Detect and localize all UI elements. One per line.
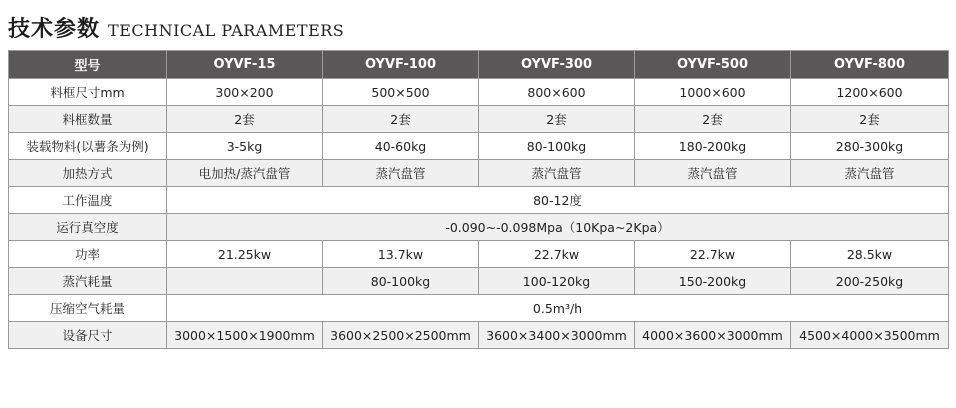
table-cell: 800×600 (479, 79, 635, 106)
table-cell-merged: 0.5m³/h (167, 295, 949, 322)
title-row (8, 12, 344, 43)
row-frame-qty (9, 106, 949, 133)
table-header-row (9, 51, 949, 79)
title-english: TECHNICAL PARAMETERS (108, 21, 345, 40)
table-cell: 2套 (323, 106, 479, 133)
table-cell: 13.7kw (323, 241, 479, 268)
row-label: 运行真空度 (9, 214, 167, 241)
row-label: 装载物料(以薯条为例) (9, 133, 167, 160)
row-label: 功率 (9, 241, 167, 268)
table-cell: 280-300kg (791, 133, 949, 160)
header-model-oyvf-100: OYVF-100 (323, 51, 479, 79)
table-cell: 3000×1500×1900mm (167, 322, 323, 349)
table-cell: 电加热/蒸汽盘管 (167, 160, 323, 187)
table-cell (167, 268, 323, 295)
table-cell: 蒸汽盘管 (479, 160, 635, 187)
table-cell-merged: -0.090~-0.098Mpa（10Kpa~2Kpa） (167, 214, 949, 241)
table-cell: 200-250kg (791, 268, 949, 295)
table-cell: 4000×3600×3000mm (635, 322, 791, 349)
table-cell: 180-200kg (635, 133, 791, 160)
table-cell: 2套 (635, 106, 791, 133)
table-cell: 150-200kg (635, 268, 791, 295)
parameters-table (8, 50, 949, 349)
row-temperature (9, 187, 949, 214)
table-cell: 2套 (167, 106, 323, 133)
table-cell: 3600×2500×2500mm (323, 322, 479, 349)
table-cell: 3-5kg (167, 133, 323, 160)
table-cell: 40-60kg (323, 133, 479, 160)
row-heating (9, 160, 949, 187)
table-cell: 2套 (479, 106, 635, 133)
row-equipment-size (9, 322, 949, 349)
row-label: 料框数量 (9, 106, 167, 133)
table-cell-merged: 80-12度 (167, 187, 949, 214)
table-cell: 300×200 (167, 79, 323, 106)
row-label: 设备尺寸 (9, 322, 167, 349)
row-label: 工作温度 (9, 187, 167, 214)
table-cell: 100-120kg (479, 268, 635, 295)
table-cell: 28.5kw (791, 241, 949, 268)
table-cell: 3600×3400×3000mm (479, 322, 635, 349)
table-cell: 22.7kw (479, 241, 635, 268)
header-model-label: 型号 (9, 51, 167, 79)
table-cell: 1200×600 (791, 79, 949, 106)
row-compressed-air (9, 295, 949, 322)
row-label: 料框尺寸mm (9, 79, 167, 106)
header-model-oyvf-15: OYVF-15 (167, 51, 323, 79)
table-cell: 21.25kw (167, 241, 323, 268)
table-cell: 蒸汽盘管 (635, 160, 791, 187)
table-cell: 2套 (791, 106, 949, 133)
table-cell: 1000×600 (635, 79, 791, 106)
row-frame-size (9, 79, 949, 106)
table-cell: 500×500 (323, 79, 479, 106)
header-model-oyvf-500: OYVF-500 (635, 51, 791, 79)
row-label: 蒸汽耗量 (9, 268, 167, 295)
table-cell: 蒸汽盘管 (323, 160, 479, 187)
table-cell: 80-100kg (479, 133, 635, 160)
row-vacuum (9, 214, 949, 241)
header-model-oyvf-800: OYVF-800 (791, 51, 949, 79)
row-label: 加热方式 (9, 160, 167, 187)
table-cell: 22.7kw (635, 241, 791, 268)
header-model-oyvf-300: OYVF-300 (479, 51, 635, 79)
table-cell: 蒸汽盘管 (791, 160, 949, 187)
row-power (9, 241, 949, 268)
title-chinese: 技术参数 (8, 17, 101, 42)
row-label: 压缩空气耗量 (9, 295, 167, 322)
row-load (9, 133, 949, 160)
row-steam (9, 268, 949, 295)
table-cell: 4500×4000×3500mm (791, 322, 949, 349)
table-cell: 80-100kg (323, 268, 479, 295)
